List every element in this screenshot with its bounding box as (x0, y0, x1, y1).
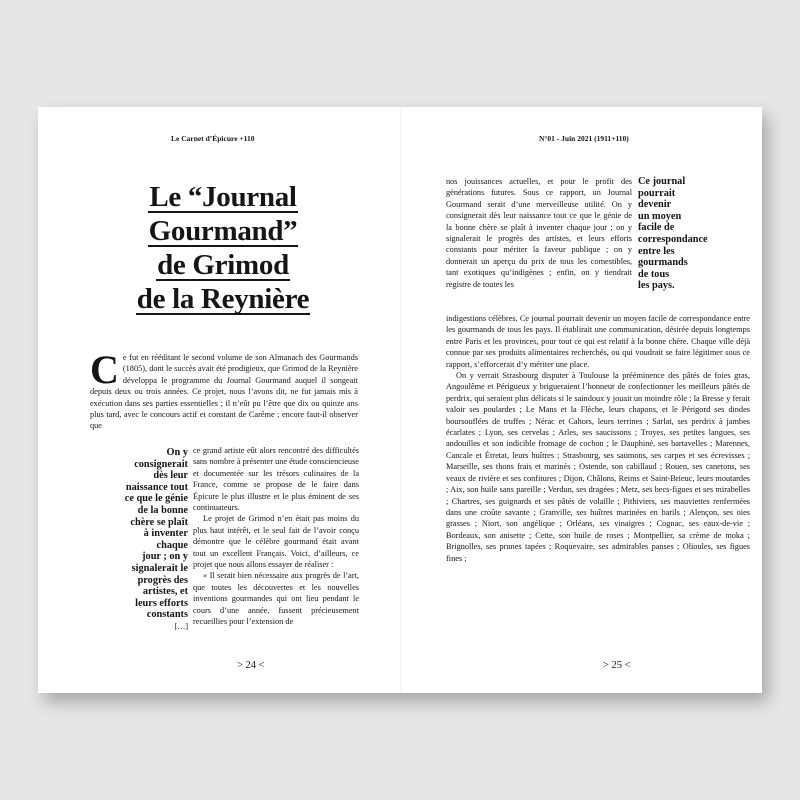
title-line: de la Reynière (136, 283, 310, 315)
body-paragraph: Le projet de Grimod n’en était pas moins du plus haut intérêt, et le seul fait de l’avoir conçu démontre que le célèbre gourmand était avant tout un excellent Français. Voici, d’ailleurs, ce projet que nous allons essayer de réaliser : (193, 514, 359, 570)
pull-quote-line: ce que le génie (124, 493, 188, 505)
pull-quote-line: un moyen (638, 210, 682, 222)
pull-quote-line: pourrait (638, 187, 676, 199)
pull-quote-line: artistes, et (142, 586, 188, 598)
running-head-right: N°01 - Juin 2021 (1911+110) (539, 134, 629, 143)
article-title (98, 180, 348, 316)
lead-text: e fut en rééditant le second volume de son Almanach des Gourmands (1805), dont le succès avait été prodigieux, que Grimod de la Reynière développa le programme du Journal Gourmand auquel il songeait depuis deux ou trois années. Ce projet, nous l’avons dit, ne fut jamais mis à exécution dans ses parties essentielles ; il n’eût pu l’être que dix ou quinze ans plus tard, avec le concours actif et constant de Carême ; encore faut-il observer que (90, 353, 358, 431)
pull-quote-line: chaque (156, 539, 188, 551)
body-paragraph: indigestions célèbres. Ce journal pourrait devenir un moyen facile de correspondance entre les gourmands de tous les pays. Il établirait une communication, désirée depuis longtemps entre Paris et les provinces, pour tout ce qui est relatif à la bonne chère. Chaque ville déjà connue par ses produits alimentaires recherchés, ou qui voudrait se faire légitimer sous ce rapport, s’efforcerait d’y mériter une place. (446, 314, 750, 369)
pull-quote-line: de tous (638, 268, 670, 280)
page-number-left: > 24 < (237, 660, 265, 671)
drop-cap: C (90, 347, 119, 392)
body-column-right-wide (446, 313, 750, 564)
title-line: Gourmand” (148, 215, 298, 247)
pull-quote-line: les pays. (638, 280, 675, 292)
pull-quote-line: entre les (638, 245, 675, 257)
pull-quote-line: consignerait (134, 458, 188, 470)
pull-quote-line: On y (166, 447, 188, 458)
pull-quote-line: progrès des (137, 574, 188, 586)
body-paragraph: « Il serait bien nécessaire aux progrès de l’art, que toutes les découvertes et les nouvelles inventions gourmandes qui ont lieu pendant le cours d’une année, fussent précieusement recueillies pour l’extension de (193, 571, 359, 627)
body-paragraph: nos jouissances actuelles, et pour le profit des générations futures. Sous ce rapport, un Journal Gourmand serait d’une merveilleuse utilité. On y consignerait dès leur naissance tout ce que le génie de la bonne chère se plaît à inventer chaque jour ; on y signalerait le progrès des artistes, et leurs efforts constants pour mériter la faveur publique ; on y donnerait un aperçu du prix de tous les comestibles, tant exotiques qu’indigènes ; enfin, on y tiendrait registre de toutes les (446, 177, 632, 289)
pull-quote-line: dès leur (153, 470, 188, 482)
pull-quote-line: jour ; on y (142, 551, 188, 563)
title-line: de Grimod (157, 249, 289, 281)
pull-quote-left (91, 447, 188, 633)
pull-quote-line: de la bonne (137, 504, 188, 516)
pull-quote-line: à inventer (143, 528, 188, 540)
body-paragraph: ce grand artiste eût alors rencontré des difficultés sans nombre à présenter une étude consciencieuse et documentée sur les trésors culinaires de la France, comme se propose de le faire dans Épicure le plus illustre et le plus éminent de ses continuateurs. (193, 446, 359, 513)
body-paragraph: On y verrait Strasbourg disputer à Toulouse la prééminence des pâtés de foies gras, Angoulême et Périgueux y brigueraient l’honneur de confectionner les meilleurs pâtés de perdrix, qui seraient plus délicats si le saindoux y jouait un moindre rôle ; la Bresse y ferait valoir ses poulardes ; Le Mans et la Flèche, leurs chapons, et le Périgord ses dindes boursouflées de truffes ; Nérac et Cahors, leurs terrines ; Sarlat, ses perdrix à jambes écarlates ; Lyon, ses cervelas ; Arles, ses saucissons ; Troyes, ses petites langues, ses andouilles et son indicible fromage de cochon ; le Dauphiné, ses bartavelles ; Marennes, Cancale et Étretat, leurs huîtres ; Strasbourg, ses saumons, ses carpes et ses écrevisses ; Marseille, ses thons frais et marinés ; Ostende, son cabillaud ; Rouen, ses canetons, ses veaux de rivière et ses confitures ; Dijon, Châlons, Reims et Saint-Brieuc, leurs moutardes ; Aix, son huile sans pareille ; Verdun, ses dragées ; Metz, ses becs-figues et ses mirabelles ; Chartres, ses guignards et ses pâtés de volaille ; Pithiviers, ses mauviettes renfermées dans une croûte savante ; Granville, ses huîtres marinées en barils ; Alençon, ses oies grasses ; Niort, son angélique ; Orléans, ses vinaigres ; Cognac, ses eaux-de-vie ; Bordeaux, son anisette ; Cette, son huile de roses ; Montpellier, sa crème de moka ; Brignolles, ses prunes tapées ; Roquevaire, ses admirables panses ; Olioules, ses figues fines ; (446, 371, 750, 563)
pull-quote-line: leurs efforts (135, 597, 188, 609)
magazine-spread (38, 107, 762, 693)
body-column-left (193, 445, 359, 628)
pull-quote-line: correspondance (638, 233, 708, 245)
pull-quote-ellipsis: […] (174, 621, 188, 631)
page-number-right: > 25 < (603, 660, 631, 671)
pull-quote-line: naissance tout (125, 481, 188, 493)
pull-quote-line: Ce journal (638, 176, 686, 187)
pull-quote-line: signalerait le (131, 562, 188, 574)
running-head-left: Le Carnet d’Épicure +110 (171, 134, 255, 143)
pull-quote-line: devenir (638, 199, 672, 211)
lead-paragraph (90, 347, 358, 432)
body-column-right-top (446, 176, 632, 290)
pull-quote-line: gourmands (638, 257, 688, 269)
title-line: Le “Journal (149, 181, 297, 213)
gutter-shadow (400, 107, 402, 693)
pull-quote-line: chère se plaît (130, 516, 188, 528)
pull-quote-right (638, 176, 748, 292)
pull-quote-line: facile de (638, 222, 675, 234)
pull-quote-line: constants (146, 609, 188, 621)
